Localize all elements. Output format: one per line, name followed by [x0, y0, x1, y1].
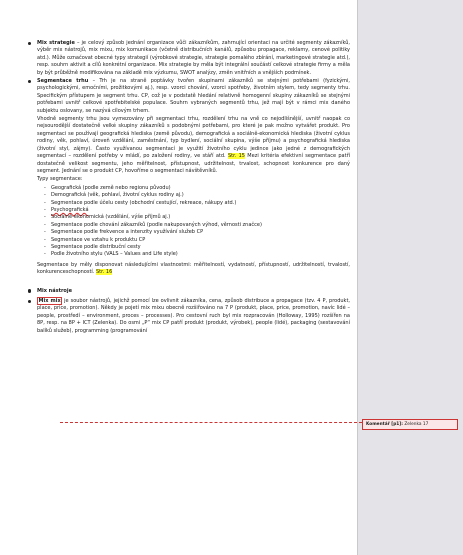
term-mix-tools: Mix nástroje: [37, 287, 72, 294]
segmentation-types-list: [28, 185, 350, 259]
comment-leader-line: [60, 422, 362, 423]
comment-margin-pane: [358, 0, 463, 555]
bullet-icon: [28, 42, 31, 45]
list-item[interactable]: - Segmentace ve vztahu k produktu CP: [44, 236, 146, 243]
dash-icon: -: [44, 236, 46, 243]
paragraph-text: – Trh je na straně poptávky tvořen skupinami zákazníků se stejnými potřebami (fyzickými, psychologickými, emočními, prožitkovými aj.), resp. vzorci chování, vzorci spotřeby, životním stylem, tedy segmenty trhu. Specifickým přístupem je segment trhu. CP, což je v podstatě hledání relativně homogenní skupiny zákazníků se stejnými potřebami uvnitř celkové spotřebitelské populace. Souhrn vybraných segmentů trhu, jež mají být v rámci mix daného subjektu oslovany, se nazývá cílovým trhem.: [37, 78, 351, 114]
list-item[interactable]: - Geografická (podle země nebo regionu původu): [44, 184, 171, 191]
document-body[interactable]: [28, 40, 350, 335]
comment-balloon[interactable]: [362, 419, 458, 430]
dash-icon: -: [44, 206, 46, 213]
list-item[interactable]: - Sociálně-ekonomická (vzdělání, výše příjmů aj.): [44, 214, 171, 221]
list-item[interactable]: - Podle životního stylu (VALS – Values and Life style): [44, 251, 178, 258]
list-item[interactable]: - Psychografická: [44, 206, 89, 213]
blank-line: [28, 277, 350, 286]
term-segmentation: Segmentace trhu: [37, 78, 89, 85]
paragraph-mix-tools[interactable]: [28, 298, 350, 335]
bullet-icon: [28, 80, 31, 83]
paragraph-segmentation[interactable]: [28, 78, 350, 115]
types-heading: Typy segmentace:: [37, 176, 83, 183]
paragraph-text: Vhodně segmenty trhu jsou vymezovány při segmentaci trhu, rozdělení trhu na vně co nejodlišnější, uvnitř naopak co nejsourodější dostatečně velké skupiny zákazníků s podobnými potřebami, pro které je pak možno vytvářet produkt. Pro segmentaci se používají geografická hlediska (země původu), demografická a sociálně-ekonomická hlediska (životní cyklus rodiny, věk, pohlaví, úroveň vzdělání, zaměstnání, typ bydlení, sociální skupina, výše příjmu) a psychografická hlediska (životní styl, zájmy). Často využívanou segmentací je využití životního cyklu jedince jako jedné z demografických segmentací – rozdělení potřeby v mládí, po založení rodiny, ve stáří atd.: [37, 116, 350, 160]
dash-icon: -: [44, 251, 46, 258]
term-mix-strategy: Mix strategie: [37, 40, 75, 46]
paragraph-text: – je celový způsob jednání organizace vůči zákazníkům, zahrnující orientaci na určité segmenty zákazníků, výběr mix nástrojů, mix mixu, mix komunikace (včetně distribučních kanálů, způsobu propagace, reklamy, cenové politiky atd.). Může označovat obecné typy strategií (výrobkové strategie, strategie pomalého zbírání, marketingové strategie atd.), resp. souhrn aktivit a cílů konkrétní organizace. Mix strategie by měla být integrální součástí celkové strategie firmy a měla by být průběžně modifikována na základě mix výzkumu, SWOT analýzy, změn vnitřních a vnějších podmínek.: [37, 40, 350, 76]
paragraph-text: Mezi kritéria efektivní segmentace patří dostatečně velikost segmentu, jeho měřitelnost, přístupnost, udržitelnost, trvalost, schopnost konkurence pro daný segment. Jednání se o produkt CP, hovoříme o segmentaci návštěvníků.: [37, 153, 351, 174]
paragraph-mix-tools-heading[interactable]: [28, 288, 350, 295]
paragraph-summary[interactable]: [28, 262, 350, 277]
dash-icon: -: [44, 229, 46, 236]
list-item[interactable]: - Demografická (věk, pohlaví, životní cyklus rodiny aj.): [44, 192, 184, 199]
comment-label: Komentář [p1]:: [366, 422, 403, 427]
paragraph-mix-strategy[interactable]: [28, 40, 350, 77]
dash-icon: -: [44, 184, 46, 191]
paragraph-segmentation-cont[interactable]: [28, 116, 350, 175]
dash-icon: -: [44, 214, 46, 221]
paragraph-text: Segmentace by měly disponovat následujícími vlastnostmi: měřitelností, vydatností, přístupností, udržitelností, trvalostí, konkurenceschopností.: [37, 261, 350, 276]
bullet-icon: [28, 289, 31, 292]
comment-anchor[interactable]: Mix mix: [38, 298, 61, 304]
dash-icon: -: [44, 221, 46, 228]
dash-icon: -: [44, 192, 46, 199]
comment-text: Zelenka 17: [404, 422, 429, 427]
list-item[interactable]: - Segmentace podle účelu cesty (obchodní cestující, rekreace, nákupy atd.): [44, 199, 237, 206]
page-marker-highlight: Str. 15: [227, 153, 245, 160]
page-marker-highlight: Str. 16: [96, 269, 113, 276]
dash-icon: -: [44, 199, 46, 206]
paragraph-text: je soubor nástrojů, jejichž pomocí lze ovlivnit zákazníka, cena, způsob distribuce a propagace (tzv. 4 P, produkt, place, price, promotion). Někdy je pojetí mix mixu obecně rozšiřováno na 7 P (produkt, place, price, promotion, navíc lidé – people, prostředí – environment, proces – processes). Pro cestovní ruch byl mix rozpracován (Holloway, 1995) rozšířen na 8P, resp. na 8P + ICT (Zelenka). Do osmi „P“ mix CP patří produkt (produkt, výrobek), people (lidé), packaging (sestavování balíků služeb), programming (programování: [37, 298, 350, 334]
list-item[interactable]: - Segmentace podle frekvence a intenzity využívání služeb CP: [44, 229, 204, 236]
list-item[interactable]: - Segmentace podle distribuční cesty: [44, 243, 141, 250]
bullet-icon: [28, 300, 31, 303]
list-item[interactable]: - Segmentace podle chování zákazníků (podle nakupovaných výhod, věrnosti značce): [44, 221, 262, 228]
dash-icon: -: [44, 243, 46, 250]
